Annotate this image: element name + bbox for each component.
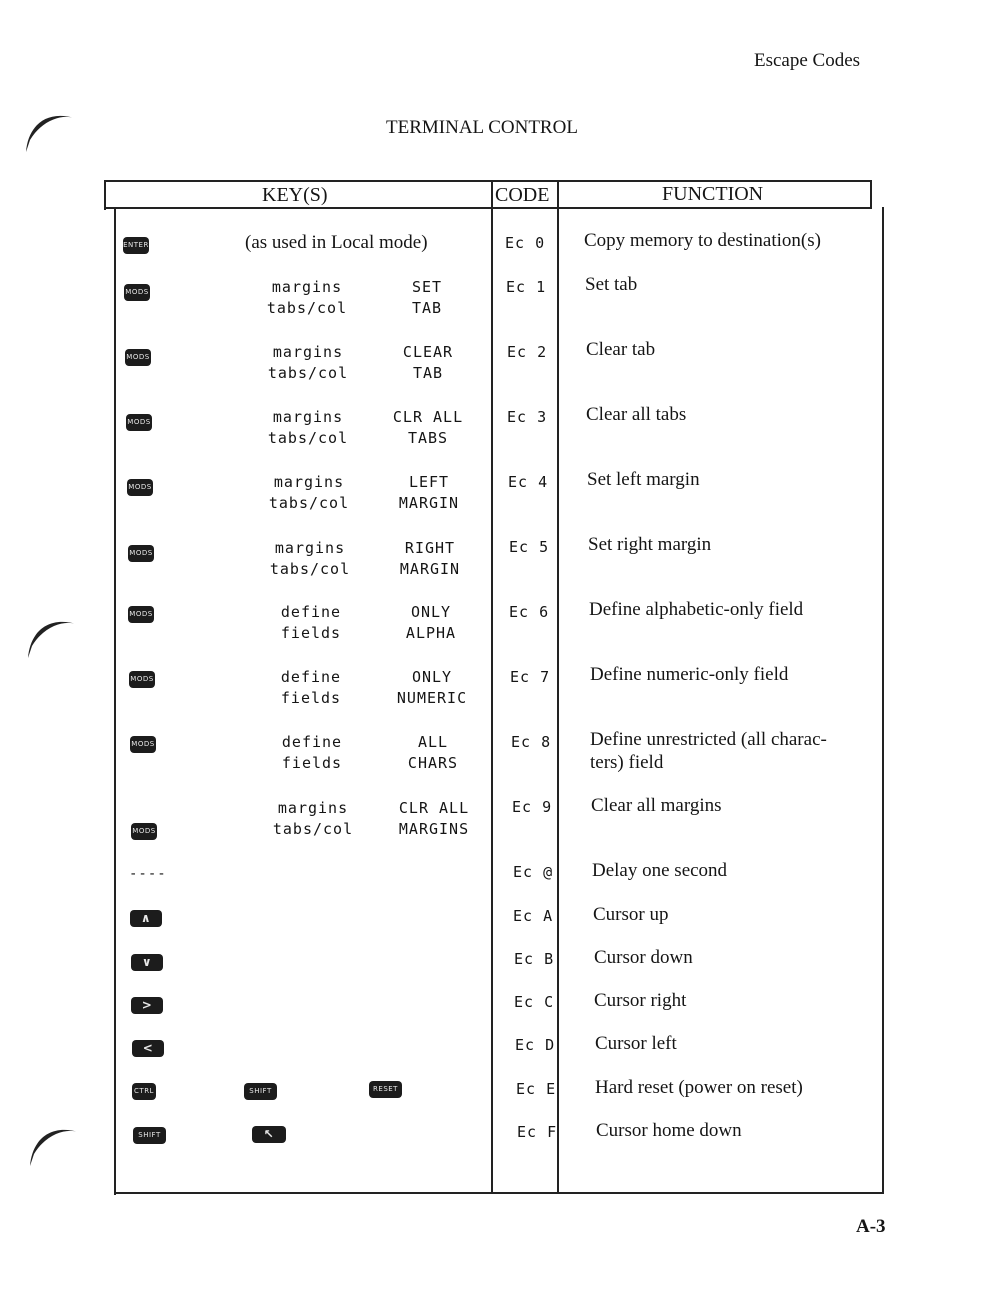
softkey-group-label: margins tabs/col bbox=[269, 539, 351, 578]
binding-hole-mark bbox=[26, 1120, 86, 1170]
up-arrow-key-icon: ∧ bbox=[130, 910, 162, 927]
column-header-code: CODE bbox=[495, 184, 550, 206]
escape-code: Ec E bbox=[516, 1080, 557, 1098]
escape-code: Ec C bbox=[514, 993, 555, 1011]
softkey-label: CLR ALL TABS bbox=[392, 408, 464, 447]
reset-key-icon: RESET bbox=[369, 1081, 402, 1098]
shift-key-icon: SHIFT bbox=[133, 1127, 166, 1144]
function-description: Delay one second bbox=[592, 860, 728, 881]
softkey-label: ONLY NUMERIC bbox=[396, 668, 468, 707]
escape-code: Ec 3 bbox=[507, 408, 548, 426]
escape-code: Ec B bbox=[514, 950, 555, 968]
softkey-group-label: margins tabs/col bbox=[267, 408, 349, 447]
binding-hole-mark bbox=[22, 106, 82, 156]
escape-code: Ec 8 bbox=[511, 733, 552, 751]
function-description: Define unrestricted (all charac- ters) field bbox=[590, 729, 827, 773]
function-description: Set left margin bbox=[587, 469, 700, 490]
ctrl-key-icon: CTRL bbox=[132, 1083, 156, 1100]
function-description: Define numeric-only field bbox=[590, 664, 789, 685]
escape-code: Ec 7 bbox=[510, 668, 551, 686]
escape-code: Ec A bbox=[513, 907, 554, 925]
escape-code: Ec 4 bbox=[508, 473, 549, 491]
escape-code: Ec 6 bbox=[509, 603, 550, 621]
softkey-group-label: margins tabs/col bbox=[272, 799, 354, 838]
modes-key-icon: MODS bbox=[128, 545, 154, 562]
modes-key-icon: MODS bbox=[129, 671, 155, 688]
left-arrow-key-icon: < bbox=[132, 1040, 164, 1057]
shift-key-icon: SHIFT bbox=[244, 1083, 277, 1100]
escape-code: Ec D bbox=[515, 1036, 556, 1054]
escape-code: Ec 5 bbox=[509, 538, 550, 556]
function-description: Copy memory to destination(s) bbox=[584, 230, 821, 251]
page-title: TERMINAL CONTROL bbox=[386, 117, 578, 138]
softkey-group-label: margins tabs/col bbox=[267, 343, 349, 382]
enter-key-icon: ENTER bbox=[123, 237, 149, 254]
function-description: Cursor left bbox=[595, 1033, 677, 1054]
function-description: Cursor down bbox=[594, 947, 693, 968]
function-description: Cursor home down bbox=[596, 1120, 742, 1141]
softkey-label: SET TAB bbox=[411, 278, 443, 317]
function-description: Cursor right bbox=[594, 990, 687, 1011]
escape-code: Ec 2 bbox=[507, 343, 548, 361]
escape-code: Ec F bbox=[517, 1123, 558, 1141]
softkey-group-label: margins tabs/col bbox=[268, 473, 350, 512]
function-description: Set tab bbox=[585, 274, 638, 295]
softkey-label: RIGHT MARGIN bbox=[399, 539, 461, 578]
running-head: Escape Codes bbox=[754, 50, 861, 71]
key-note: (as used in Local mode) bbox=[245, 232, 428, 253]
softkey-label: ONLY ALPHA bbox=[405, 603, 457, 642]
escape-code: Ec 1 bbox=[506, 278, 547, 296]
modes-key-icon: MODS bbox=[128, 606, 154, 623]
modes-key-icon: MODS bbox=[125, 349, 151, 366]
function-description: Hard reset (power on reset) bbox=[595, 1077, 803, 1098]
column-header-keys: KEY(S) bbox=[262, 184, 328, 206]
softkey-label: CLR ALL MARGINS bbox=[398, 799, 470, 838]
softkey-label: LEFT MARGIN bbox=[398, 473, 460, 512]
escape-code: Ec @ bbox=[513, 863, 554, 881]
binding-hole-mark bbox=[24, 612, 84, 662]
function-description: Clear tab bbox=[586, 339, 656, 360]
column-header-function: FUNCTION bbox=[662, 183, 764, 205]
softkey-group-label: define fields bbox=[281, 733, 343, 772]
softkey-group-label: define fields bbox=[280, 668, 342, 707]
no-key-dashes: ---- bbox=[129, 866, 167, 882]
modes-key-icon: MODS bbox=[126, 414, 152, 431]
softkey-group-label: margins tabs/col bbox=[266, 278, 348, 317]
modes-key-icon: MODS bbox=[130, 736, 156, 753]
function-description: Set right margin bbox=[588, 534, 712, 555]
softkey-label: ALL CHARS bbox=[407, 733, 459, 772]
right-arrow-key-icon: > bbox=[131, 997, 163, 1014]
escape-code: Ec 9 bbox=[512, 798, 553, 816]
modes-key-icon: MODS bbox=[124, 284, 150, 301]
function-description: Clear all margins bbox=[591, 795, 722, 816]
modes-key-icon: MODS bbox=[131, 823, 157, 840]
escape-code: Ec 0 bbox=[505, 234, 546, 252]
function-description: Cursor up bbox=[593, 904, 669, 925]
softkey-group-label: define fields bbox=[280, 603, 342, 642]
home-arrow-key-icon: ↖ bbox=[252, 1126, 286, 1143]
function-description: Clear all tabs bbox=[586, 404, 687, 425]
modes-key-icon: MODS bbox=[127, 479, 153, 496]
down-arrow-key-icon: ∨ bbox=[131, 954, 163, 971]
function-description: Define alphabetic-only field bbox=[589, 599, 804, 620]
softkey-label: CLEAR TAB bbox=[402, 343, 454, 382]
page-number: A-3 bbox=[856, 1216, 886, 1237]
